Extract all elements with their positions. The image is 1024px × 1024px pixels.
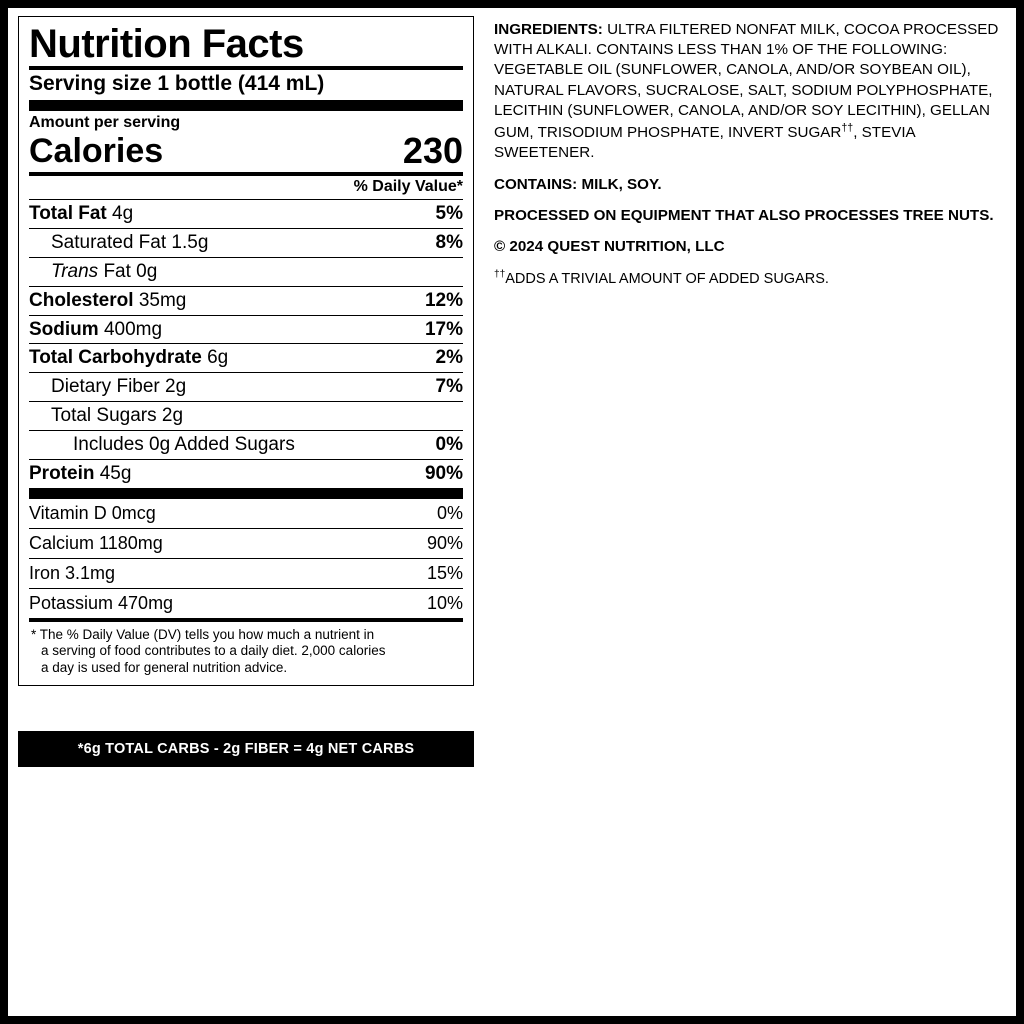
ingredients-paragraph (494, 20, 1004, 164)
nutrient-amount: 2g (165, 376, 187, 398)
micronutrient-label: Potassium 470mg (29, 592, 174, 613)
daily-value-footnote (29, 622, 463, 680)
nutrient-amount: 4g (112, 203, 134, 225)
nutrient-label: Cholesterol (29, 289, 134, 311)
serving-size-row (29, 70, 463, 100)
dagger-marker-footnote: †† (494, 269, 506, 281)
micronutrient-label: Vitamin D 0mcg (29, 502, 156, 523)
serving-size-label: Serving size (29, 72, 152, 96)
nutrient-amount: 35mg (138, 289, 187, 311)
micronutrient-row (29, 499, 463, 528)
nutrient-label: Sodium (29, 318, 99, 340)
nutrient-row (29, 200, 463, 228)
nutrient-dv: 0% (435, 433, 463, 455)
nutrient-amount: 45g (99, 462, 132, 484)
micronutrient-row (29, 529, 463, 558)
copyright-line: © 2024 QUEST NUTRITION, LLC (494, 238, 725, 256)
serving-size-value: 1 bottle (414 mL) (157, 72, 325, 96)
nutrient-row (29, 258, 463, 286)
nutrient-label: Total Fat (29, 203, 107, 225)
divider-thick-bottom (29, 488, 463, 499)
ingredients-body: ULTRA FILTERED NONFAT MILK, COCOA PROCESSED WITH ALKALI. CONTAINS LESS THAN 1% OF THE FOLLOWING: VEGETABLE OIL (SUNFLOWER, CANOLA, AND/OR SOYBEAN OIL), NATURAL FLAVORS, SUCRALOSE, SALT, SODIUM POLYPHOSPHATE, LECITHIN (SUNFLOWER, CANOLA, AND/OR SOY LECITHIN), GELLAN GUM, TRISODIUM PHOSPHATE, INVERT SUGAR (494, 21, 999, 142)
micronutrient-label: Iron 3.1mg (29, 562, 116, 583)
label-page (8, 8, 1016, 1016)
ingredients-body-tail: , STEVIA SWEETENER. (494, 124, 915, 162)
ingredients-heading: INGREDIENTS: (494, 21, 603, 38)
dagger-footnote-text: ADDS A TRIVIAL AMOUNT OF ADDED SUGARS. (505, 271, 829, 288)
nutrient-dv: 7% (435, 376, 463, 398)
nutrition-facts-panel (18, 16, 474, 686)
nutrient-label: Dietary Fiber (51, 376, 160, 398)
nutrient-dv: 2% (435, 347, 463, 369)
nutrient-label: Total Carbohydrate (29, 347, 202, 369)
nutrient-label: Total Sugars (51, 405, 157, 427)
nutrition-facts-title: Nutrition Facts (29, 22, 304, 66)
nutrient-dv: 90% (424, 462, 463, 484)
nutrient-row (29, 229, 463, 257)
nutrient-label: Includes 0g Added Sugars (73, 433, 295, 455)
contains-statement: CONTAINS: MILK, SOY. (494, 175, 662, 193)
nutrient-amount: 2g (161, 405, 184, 427)
net-carbs-banner: *6g TOTAL CARBS - 2g FIBER = 4g NET CARBS (18, 731, 474, 767)
dagger-marker: †† (841, 122, 854, 135)
micronutrient-dv: 10% (426, 592, 463, 613)
nutrient-row (29, 344, 463, 372)
calories-label: Calories (29, 132, 164, 171)
micronutrient-dv: 90% (426, 532, 463, 553)
micronutrient-row (29, 559, 463, 588)
allergen-processing-statement: PROCESSED ON EQUIPMENT THAT ALSO PROCESSES TREE NUTS. (494, 206, 994, 224)
nutrient-label: Protein (29, 462, 95, 484)
nutrient-row (29, 287, 463, 315)
micronutrient-row (29, 589, 463, 618)
amount-per-serving-label: Amount per serving (29, 114, 181, 132)
footnote-line-1: * The % Daily Value (DV) tells you how much a nutrient in (31, 626, 375, 642)
footnote-line-2: a serving of food contributes to a daily diet. 2,000 calories (41, 643, 386, 659)
nutrient-row (29, 431, 463, 459)
micronutrient-dv: 0% (436, 502, 463, 523)
dagger-footnote (494, 268, 1004, 289)
nutrient-dv: 17% (424, 318, 463, 340)
nutrient-row (29, 373, 463, 401)
nutrient-dv: 8% (435, 231, 463, 253)
footnote-line-3: a day is used for general nutrition advice. (41, 660, 288, 676)
calories-row (29, 132, 463, 172)
nutrient-amount: 400mg (103, 318, 163, 340)
nutrient-label: Trans (51, 260, 99, 282)
nutrient-label: Saturated Fat (51, 231, 167, 253)
ingredients-column (494, 20, 1004, 289)
daily-value-header: % Daily Value* (353, 178, 463, 196)
nutrient-row (29, 402, 463, 430)
nutrient-dv: 5% (435, 203, 463, 225)
calories-value: 230 (402, 130, 463, 172)
nutrient-row (29, 316, 463, 344)
nutrient-dv: 12% (424, 289, 463, 311)
nutrient-amount: 6g (207, 347, 229, 369)
micronutrient-label: Calcium 1180mg (29, 532, 163, 553)
nutrient-amount: Fat 0g (103, 260, 158, 282)
micronutrient-dv: 15% (426, 562, 463, 583)
nutrient-row (29, 460, 463, 488)
nutrient-amount: 1.5g (171, 231, 209, 253)
divider-thick-top (29, 100, 463, 111)
